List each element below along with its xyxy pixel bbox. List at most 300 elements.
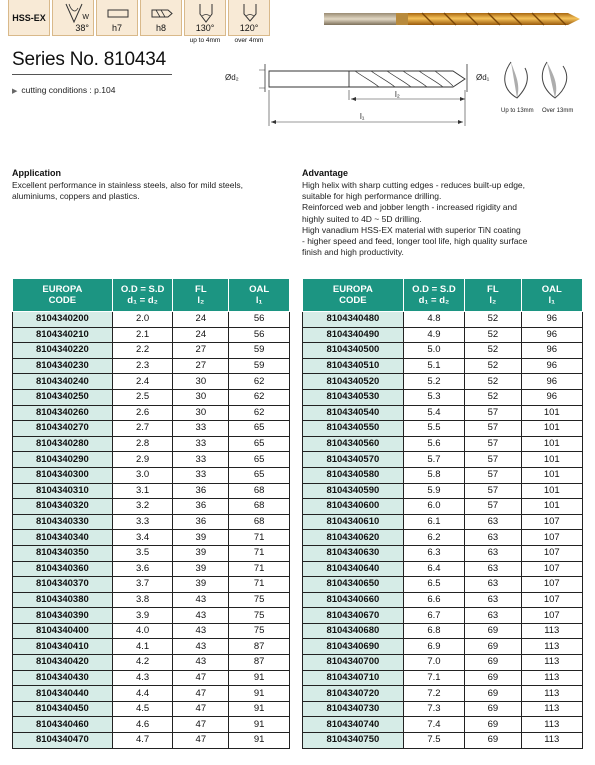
cell-code: 8104340700 <box>303 655 404 671</box>
table-row <box>303 670 583 686</box>
cell-oal: 107 <box>521 561 582 577</box>
cell-od: 3.0 <box>112 467 173 483</box>
cell-od: 3.4 <box>112 530 173 546</box>
tip-large-icon <box>542 62 566 98</box>
cell-fl: 69 <box>465 623 521 639</box>
header-code: EUROPA CODE <box>303 279 404 312</box>
cell-oal: 96 <box>521 389 582 405</box>
table-row <box>13 343 290 359</box>
cell-oal: 101 <box>521 436 582 452</box>
cell-code: 8104340280 <box>13 436 113 452</box>
cell-od: 4.9 <box>403 327 464 343</box>
header-od: O.D = S.D d₁ = d₂ <box>112 279 173 312</box>
cell-fl: 52 <box>465 312 521 328</box>
cell-oal: 71 <box>229 545 290 561</box>
cell-oal: 71 <box>229 530 290 546</box>
cell-fl: 36 <box>173 514 229 530</box>
cell-oal: 91 <box>229 670 290 686</box>
cell-code: 8104340560 <box>303 436 404 452</box>
table-row <box>13 733 290 749</box>
shank-tolerance-label: h7 <box>111 23 122 33</box>
cell-fl: 57 <box>465 452 521 468</box>
advantage-line: High vanadium HSS-EX material with superior TiN coating <box>302 224 521 235</box>
table-row <box>13 639 290 655</box>
cell-od: 4.3 <box>112 670 173 686</box>
cell-oal: 113 <box>521 733 582 749</box>
cell-od: 5.2 <box>403 374 464 390</box>
cell-oal: 87 <box>229 655 290 671</box>
point-angle-130-icon <box>184 0 226 44</box>
table-row <box>303 592 583 608</box>
cell-od: 6.2 <box>403 530 464 546</box>
cell-od: 4.0 <box>112 623 173 639</box>
table-row <box>13 561 290 577</box>
cell-od: 3.6 <box>112 561 173 577</box>
cell-oal: 113 <box>521 701 582 717</box>
cell-code: 8104340450 <box>13 701 113 717</box>
cell-code: 8104340610 <box>303 514 404 530</box>
table-row <box>303 623 583 639</box>
cell-code: 8104340290 <box>13 452 113 468</box>
cell-od: 4.8 <box>403 312 464 328</box>
cell-od: 3.9 <box>112 608 173 624</box>
cell-fl: 47 <box>173 686 229 702</box>
cell-code: 8104340380 <box>13 592 113 608</box>
cell-oal: 101 <box>521 421 582 437</box>
cell-oal: 107 <box>521 545 582 561</box>
cell-fl: 33 <box>173 436 229 452</box>
cell-code: 8104340550 <box>303 421 404 437</box>
cell-code: 8104340650 <box>303 577 404 593</box>
cell-code: 8104340520 <box>303 374 404 390</box>
cell-fl: 43 <box>173 608 229 624</box>
tip-large-label: Over 13mm <box>542 108 574 114</box>
cell-fl: 57 <box>465 405 521 421</box>
table-row <box>13 717 290 733</box>
cell-fl: 47 <box>173 670 229 686</box>
table-row <box>303 545 583 561</box>
cell-code: 8104340220 <box>13 343 113 359</box>
advantage-text <box>302 180 582 258</box>
series-title: Series No. 810434 <box>12 49 166 70</box>
cell-od: 2.6 <box>112 405 173 421</box>
cell-od: 6.4 <box>403 561 464 577</box>
cell-code: 8104340590 <box>303 483 404 499</box>
cell-code: 8104340350 <box>13 545 113 561</box>
cell-od: 5.3 <box>403 389 464 405</box>
cell-code: 8104340230 <box>13 358 113 374</box>
cell-od: 2.3 <box>112 358 173 374</box>
table-row <box>13 421 290 437</box>
cell-od: 2.2 <box>112 343 173 359</box>
cell-fl: 52 <box>465 389 521 405</box>
cell-fl: 43 <box>173 639 229 655</box>
cell-fl: 69 <box>465 639 521 655</box>
cell-od: 5.5 <box>403 421 464 437</box>
cutting-conditions-text: cutting conditions : p.104 <box>21 85 116 95</box>
table-row <box>13 623 290 639</box>
cell-oal: 59 <box>229 343 290 359</box>
cell-fl: 52 <box>465 358 521 374</box>
cell-od: 3.1 <box>112 483 173 499</box>
cell-oal: 87 <box>229 639 290 655</box>
table-row <box>13 545 290 561</box>
advantage-line: Reinforced web and jobber length - increased rigidity and <box>302 202 517 213</box>
header-fl: FL l₂ <box>173 279 229 312</box>
cell-od: 6.3 <box>403 545 464 561</box>
cell-oal: 101 <box>521 483 582 499</box>
cell-code: 8104340480 <box>303 312 404 328</box>
point-angle-130-label: 130° <box>195 23 215 33</box>
table-row <box>303 312 583 328</box>
cell-oal: 107 <box>521 592 582 608</box>
cell-code: 8104340240 <box>13 374 113 390</box>
cell-oal: 56 <box>229 327 290 343</box>
cell-fl: 27 <box>173 358 229 374</box>
cell-fl: 39 <box>173 545 229 561</box>
cell-code: 8104340320 <box>13 499 113 515</box>
cell-fl: 63 <box>465 530 521 546</box>
cell-oal: 62 <box>229 405 290 421</box>
advantage-line: - higher speed and feed, longer tool life, high quality surface <box>302 236 528 247</box>
table-row <box>13 670 290 686</box>
cell-oal: 75 <box>229 608 290 624</box>
cell-od: 5.0 <box>403 343 464 359</box>
advantage-line: finish and high productivity. <box>302 247 404 258</box>
cell-fl: 30 <box>173 389 229 405</box>
cell-od: 6.0 <box>403 499 464 515</box>
cell-fl: 24 <box>173 312 229 328</box>
header-oal: OAL l₁ <box>521 279 582 312</box>
cell-code: 8104340200 <box>13 312 113 328</box>
cell-fl: 47 <box>173 717 229 733</box>
cell-code: 8104340530 <box>303 389 404 405</box>
cell-od: 3.3 <box>112 514 173 530</box>
cell-od: 7.5 <box>403 733 464 749</box>
cell-fl: 69 <box>465 655 521 671</box>
advantage-heading: Advantage <box>302 168 349 178</box>
cell-oal: 101 <box>521 452 582 468</box>
table-row <box>303 577 583 593</box>
cell-code: 8104340740 <box>303 717 404 733</box>
drill-tolerance-label: h8 <box>155 23 166 33</box>
cell-code: 8104340460 <box>13 717 113 733</box>
table-row <box>303 389 583 405</box>
cell-code: 8104340600 <box>303 499 404 515</box>
table-row <box>13 327 290 343</box>
table-row <box>303 717 583 733</box>
cell-fl: 24 <box>173 327 229 343</box>
table-row <box>303 608 583 624</box>
point-angle-120-icon <box>228 0 270 44</box>
cell-oal: 56 <box>229 312 290 328</box>
cell-od: 2.9 <box>112 452 173 468</box>
cell-oal: 107 <box>521 514 582 530</box>
cell-fl: 63 <box>465 577 521 593</box>
cell-fl: 36 <box>173 499 229 515</box>
cell-code: 8104340470 <box>13 733 113 749</box>
cell-code: 8104340620 <box>303 530 404 546</box>
cell-oal: 91 <box>229 733 290 749</box>
cell-od: 3.2 <box>112 499 173 515</box>
cell-fl: 63 <box>465 608 521 624</box>
cell-code: 8104340410 <box>13 639 113 655</box>
application-heading: Application <box>12 168 61 178</box>
cell-fl: 43 <box>173 592 229 608</box>
cell-oal: 71 <box>229 561 290 577</box>
cell-code: 8104340720 <box>303 686 404 702</box>
cell-fl: 63 <box>465 561 521 577</box>
cell-oal: 113 <box>521 717 582 733</box>
cell-oal: 96 <box>521 327 582 343</box>
table-row <box>303 561 583 577</box>
helix-angle-label: 38° <box>75 23 89 33</box>
cell-oal: 113 <box>521 670 582 686</box>
cell-od: 4.5 <box>112 701 173 717</box>
header-fl: FL l₂ <box>465 279 521 312</box>
cell-code: 8104340310 <box>13 483 113 499</box>
spec-table-right <box>302 278 583 749</box>
table-row <box>13 530 290 546</box>
helix-w-label: W <box>82 14 89 21</box>
cell-oal: 65 <box>229 421 290 437</box>
cell-oal: 107 <box>521 608 582 624</box>
cell-od: 7.3 <box>403 701 464 717</box>
cell-od: 4.7 <box>112 733 173 749</box>
table-row <box>13 701 290 717</box>
table-row <box>303 374 583 390</box>
cell-fl: 39 <box>173 530 229 546</box>
cell-code: 8104340330 <box>13 514 113 530</box>
cell-od: 2.4 <box>112 374 173 390</box>
cell-oal: 101 <box>521 467 582 483</box>
cell-od: 7.2 <box>403 686 464 702</box>
cell-oal: 75 <box>229 592 290 608</box>
cell-code: 8104340370 <box>13 577 113 593</box>
cell-oal: 113 <box>521 623 582 639</box>
table-row <box>13 577 290 593</box>
cell-code: 8104340340 <box>13 530 113 546</box>
cell-fl: 63 <box>465 514 521 530</box>
table-row <box>13 312 290 328</box>
cell-od: 5.4 <box>403 405 464 421</box>
cell-code: 8104340400 <box>13 623 113 639</box>
cell-code: 8104340710 <box>303 670 404 686</box>
cell-od: 7.1 <box>403 670 464 686</box>
cell-oal: 65 <box>229 436 290 452</box>
application-text <box>12 180 282 202</box>
cell-od: 2.7 <box>112 421 173 437</box>
cell-code: 8104340690 <box>303 639 404 655</box>
cell-fl: 36 <box>173 483 229 499</box>
tip-small-icon <box>505 62 528 98</box>
cell-od: 2.8 <box>112 436 173 452</box>
shank-tolerance-icon <box>96 0 138 36</box>
cell-code: 8104340440 <box>13 686 113 702</box>
application-line: aluminiums, coppers and plastics. <box>12 191 140 202</box>
header-code: EUROPA CODE <box>13 279 113 312</box>
cell-fl: 63 <box>465 545 521 561</box>
table-row <box>303 483 583 499</box>
cell-fl: 69 <box>465 717 521 733</box>
cell-oal: 101 <box>521 499 582 515</box>
cell-od: 6.1 <box>403 514 464 530</box>
cell-fl: 43 <box>173 655 229 671</box>
cell-oal: 96 <box>521 358 582 374</box>
table-row <box>13 483 290 499</box>
cell-code: 8104340500 <box>303 343 404 359</box>
cell-oal: 107 <box>521 530 582 546</box>
table-row <box>13 358 290 374</box>
cell-fl: 30 <box>173 374 229 390</box>
cell-fl: 39 <box>173 561 229 577</box>
table-row <box>303 499 583 515</box>
cell-od: 3.7 <box>112 577 173 593</box>
l1-label: l₁ <box>360 112 365 121</box>
table-row <box>303 436 583 452</box>
table-row <box>303 639 583 655</box>
cell-od: 3.5 <box>112 545 173 561</box>
point-angle-130-note: up to 4mm <box>189 37 221 44</box>
cell-od: 2.5 <box>112 389 173 405</box>
cell-oal: 71 <box>229 577 290 593</box>
cell-code: 8104340250 <box>13 389 113 405</box>
cell-code: 8104340490 <box>303 327 404 343</box>
table-row <box>303 514 583 530</box>
drill-dimension-diagram <box>225 60 585 130</box>
cell-od: 5.6 <box>403 436 464 452</box>
cell-od: 4.1 <box>112 639 173 655</box>
table-row <box>13 405 290 421</box>
cell-od: 6.6 <box>403 592 464 608</box>
table-row <box>303 343 583 359</box>
cell-oal: 68 <box>229 514 290 530</box>
table-row <box>303 733 583 749</box>
cell-fl: 43 <box>173 623 229 639</box>
table-row <box>13 655 290 671</box>
table-row <box>303 405 583 421</box>
advantage-line: suitable for high performance drilling. <box>302 191 442 202</box>
cell-code: 8104340570 <box>303 452 404 468</box>
table-row <box>303 530 583 546</box>
cell-od: 2.1 <box>112 327 173 343</box>
header-oal: OAL l₁ <box>229 279 290 312</box>
cell-od: 5.7 <box>403 452 464 468</box>
series-divider <box>12 74 172 75</box>
spec-table-left <box>12 278 290 749</box>
table-row <box>13 374 290 390</box>
cell-od: 6.9 <box>403 639 464 655</box>
cell-oal: 96 <box>521 374 582 390</box>
cell-code: 8104340730 <box>303 701 404 717</box>
cell-fl: 52 <box>465 374 521 390</box>
cell-code: 8104340540 <box>303 405 404 421</box>
cell-oal: 59 <box>229 358 290 374</box>
point-angle-120-note: over 4mm <box>234 37 264 44</box>
cell-fl: 57 <box>465 467 521 483</box>
cell-code: 8104340270 <box>13 421 113 437</box>
cell-fl: 69 <box>465 701 521 717</box>
cell-oal: 68 <box>229 499 290 515</box>
cell-oal: 107 <box>521 577 582 593</box>
cell-oal: 113 <box>521 639 582 655</box>
cell-code: 8104340640 <box>303 561 404 577</box>
application-line: Excellent performance in stainless steels, also for mild steels, <box>12 180 244 190</box>
cell-fl: 57 <box>465 483 521 499</box>
cell-fl: 33 <box>173 452 229 468</box>
cell-code: 8104340680 <box>303 623 404 639</box>
cell-fl: 39 <box>173 577 229 593</box>
triangle-icon: ▶ <box>12 88 18 95</box>
cell-fl: 69 <box>465 670 521 686</box>
cell-fl: 57 <box>465 499 521 515</box>
table-row <box>303 358 583 374</box>
cell-oal: 62 <box>229 389 290 405</box>
cell-od: 6.5 <box>403 577 464 593</box>
table-row <box>303 327 583 343</box>
table-row <box>13 436 290 452</box>
drill-product-image <box>322 6 584 32</box>
cell-fl: 57 <box>465 421 521 437</box>
cell-fl: 30 <box>173 405 229 421</box>
table-row <box>303 452 583 468</box>
feature-badges <box>8 0 270 42</box>
od2-label: Ød₂ <box>225 73 239 82</box>
cell-code: 8104340670 <box>303 608 404 624</box>
cell-fl: 47 <box>173 701 229 717</box>
cell-oal: 65 <box>229 452 290 468</box>
cell-fl: 47 <box>173 733 229 749</box>
cell-od: 7.4 <box>403 717 464 733</box>
hss-ex-badge <box>8 0 50 36</box>
cell-oal: 91 <box>229 686 290 702</box>
cell-od: 4.4 <box>112 686 173 702</box>
cell-fl: 57 <box>465 436 521 452</box>
table-row <box>13 514 290 530</box>
cell-od: 6.7 <box>403 608 464 624</box>
cell-oal: 113 <box>521 655 582 671</box>
cell-fl: 27 <box>173 343 229 359</box>
cell-fl: 52 <box>465 327 521 343</box>
cell-fl: 69 <box>465 686 521 702</box>
helix-angle-icon <box>52 0 94 36</box>
cell-code: 8104340630 <box>303 545 404 561</box>
table-row <box>13 592 290 608</box>
cutting-conditions-link[interactable] <box>12 85 115 95</box>
advantage-line: High helix with sharp cutting edges - reduces built-up edge, <box>302 180 526 190</box>
cell-fl: 33 <box>173 467 229 483</box>
advantage-line: highly suited to 4D ~ 5D drilling. <box>302 213 422 224</box>
cell-code: 8104340420 <box>13 655 113 671</box>
od1-label: Ød₁ <box>476 73 490 82</box>
cell-oal: 65 <box>229 467 290 483</box>
table-row <box>303 655 583 671</box>
table-row <box>13 467 290 483</box>
cell-od: 5.1 <box>403 358 464 374</box>
cell-fl: 33 <box>173 421 229 437</box>
cell-od: 2.0 <box>112 312 173 328</box>
cell-code: 8104340210 <box>13 327 113 343</box>
cell-code: 8104340660 <box>303 592 404 608</box>
cell-od: 6.8 <box>403 623 464 639</box>
cell-od: 3.8 <box>112 592 173 608</box>
cell-oal: 101 <box>521 405 582 421</box>
cell-code: 8104340260 <box>13 405 113 421</box>
cell-oal: 113 <box>521 686 582 702</box>
cell-fl: 52 <box>465 343 521 359</box>
table-row <box>13 452 290 468</box>
cell-code: 8104340390 <box>13 608 113 624</box>
